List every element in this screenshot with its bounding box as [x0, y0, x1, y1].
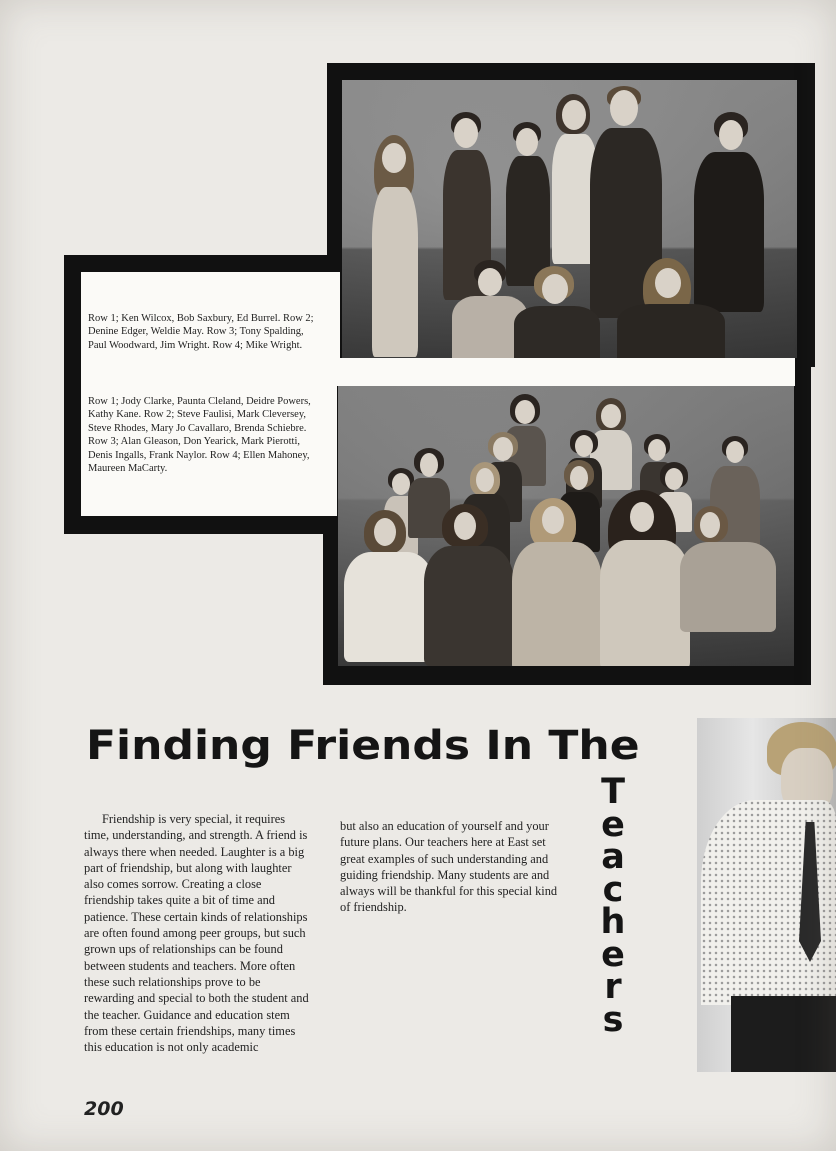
body-column-1	[84, 811, 309, 1055]
vertical-letter: h	[600, 902, 626, 942]
vertical-letter: c	[602, 869, 624, 910]
headline: Finding Friends In The	[86, 722, 640, 769]
vertical-letter: s	[602, 999, 624, 1040]
body-paragraph-2: but also an education of yourself and your future plans. Our teachers here at East set great examples of such understanding and guiding friendship. Many students are and always will be thankful for this special kind of friendship.	[340, 819, 558, 915]
vertical-letter: e	[601, 934, 625, 975]
vertical-letter: e	[601, 804, 625, 845]
teacher-photo	[697, 718, 836, 1072]
group-photo-top	[342, 80, 797, 358]
group-photo-bottom	[338, 386, 794, 666]
body-paragraph-1: Friendship is very special, it requires time, understanding, and strength. A friend is always there when needed. Laughter is a big part of friendship, but along with laughter also comes sorrow. Creating a close friendship takes quite a bit of time and patience. These certain kinds of relationships are often found among peer groups, but such grown ups of relationships can be found between students and teachers. More often these such relationships prove to be rewarding and special to both the student and the teacher. Guidance and education stem from these certain friendships, many times this education is not only academic	[84, 812, 309, 1055]
body-column-2	[340, 818, 562, 916]
vertical-letter: r	[604, 967, 622, 1007]
vertical-letter: a	[601, 837, 625, 877]
caption-panel-bottom	[81, 368, 337, 516]
headline-vertical-word	[593, 772, 633, 1040]
vertical-letter: T	[601, 772, 625, 812]
teacher-trousers	[731, 996, 836, 1072]
caption-top: Row 1; Ken Wilcox, Bob Saxbury, Ed Burrel. Row 2; Denine Edger, Weldie May. Row 3; Tony Spalding, Paul Woodward, Jim Wright. Row 4; Mike Wright.	[88, 313, 314, 351]
caption-panel-gap	[337, 358, 795, 386]
page-number: 200	[84, 1098, 124, 1120]
caption-panel-top	[81, 272, 340, 368]
caption-bottom: Row 1; Jody Clarke, Paunta Cleland, Deidre Powers, Kathy Kane. Row 2; Steve Faulisi, Mark Cleversey, Steve Rhodes, Mary Jo Cavallaro, Brenda Schiebre. Row 3; Alan Gleason, Don Yearick, Mark Pierotti, Denis Ingalls, Frank Naylor. Row 4; Ellen Mahoney, Maureen MaCarty.	[88, 396, 311, 475]
